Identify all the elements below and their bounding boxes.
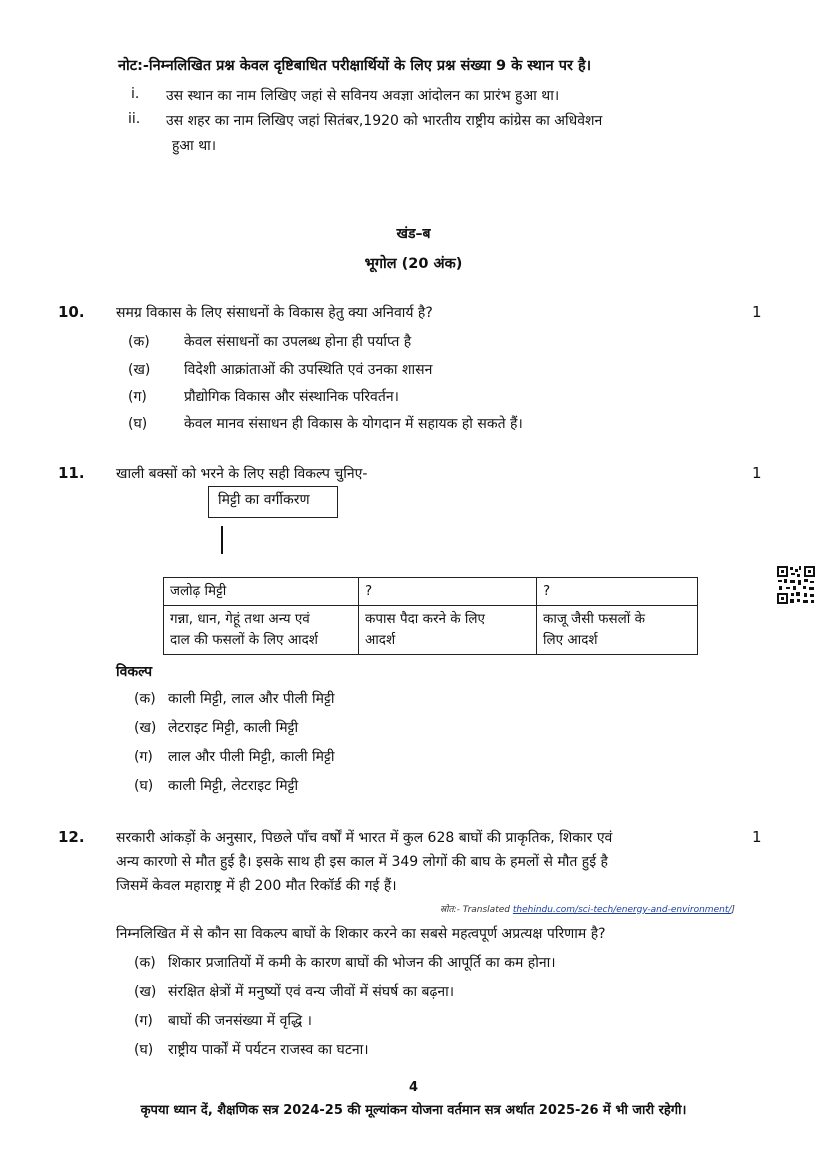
soil-classification-box bbox=[208, 486, 338, 518]
question-number: 11. bbox=[58, 464, 85, 482]
table-cell-line: आदर्श bbox=[365, 632, 396, 648]
question-text: समग्र विकास के लिए संसाधनों के विकास हेतु क्या अनिवार्य है? bbox=[116, 305, 433, 321]
table-cell-line: कपास पैदा करने के लिए bbox=[365, 611, 486, 627]
option-text: विदेशी आक्रांताओं की उपस्थिति एवं उनका शासन bbox=[184, 362, 433, 378]
passage-line: जिसमें केवल महाराष्ट्र में ही 200 मौत रिकॉर्ड की गई हैं। bbox=[116, 878, 397, 894]
note-item-label: ii. bbox=[128, 111, 141, 127]
table-row bbox=[164, 578, 698, 606]
page-number: 4 bbox=[408, 1080, 419, 1095]
table-cell bbox=[359, 606, 537, 655]
option-label: (क) bbox=[134, 955, 156, 971]
question-number: 12. bbox=[58, 828, 85, 846]
table-row bbox=[164, 606, 698, 655]
question-number: 10. bbox=[58, 303, 85, 321]
soil-classification-title: मिट्टी का वर्गीकरण bbox=[218, 492, 310, 508]
passage-line: अन्य कारणो से मौत हुई है। इसके साथ ही इस काल में 349 लोगों की बाघ के हमलों से मौत हुई है bbox=[116, 854, 608, 870]
option-label: (ख) bbox=[128, 362, 151, 378]
footer-note: कृपया ध्यान दें, शैक्षणिक सत्र 2024-25 की मूल्यांकन योजना वर्तमान सत्र अर्थात 2025-26 में भी जारी रहेगी। bbox=[140, 1103, 687, 1118]
soil-table bbox=[163, 577, 698, 655]
option-label: (ग) bbox=[134, 1013, 153, 1029]
option-label: (क) bbox=[134, 691, 156, 707]
options-heading: विकल्प bbox=[116, 664, 153, 680]
note-item-text: उस स्थान का नाम लिखिए जहां से सविनय अवज्ञा आंदोलन का प्रारंभ हुआ था। bbox=[166, 88, 560, 104]
table-cell: जलोढ़ मिट्टी bbox=[164, 578, 359, 606]
option-text: प्रौद्योगिक विकास और संस्थानिक परिवर्तन। bbox=[184, 389, 399, 405]
table-cell: ? bbox=[359, 578, 537, 606]
question-marks: 1 bbox=[752, 464, 762, 482]
option-text: लेटराइट मिट्टी, काली मिट्टी bbox=[168, 720, 299, 736]
table-cell-line: दाल की फसलों के लिए आदर्श bbox=[170, 632, 318, 648]
table-cell: ? bbox=[537, 578, 698, 606]
table-cell-line: गन्ना, धान, गेहूं तथा अन्य एवं bbox=[170, 611, 310, 627]
option-text: लाल और पीली मिट्टी, काली मिट्टी bbox=[168, 749, 335, 765]
option-text: काली मिट्टी, लेटराइट मिट्टी bbox=[168, 778, 299, 794]
table-cell bbox=[164, 606, 359, 655]
option-text: बाघों की जनसंख्या में वृद्धि । bbox=[168, 1013, 312, 1029]
question-marks: 1 bbox=[752, 303, 762, 321]
question-text: खाली बक्सों को भरने के लिए सही विकल्प चुनिए- bbox=[116, 466, 368, 482]
table-cell-line: लिए आदर्श bbox=[543, 632, 598, 648]
option-label: (घ) bbox=[134, 1042, 154, 1058]
note-item-text-cont: हुआ था। bbox=[172, 138, 217, 154]
option-label: (ग) bbox=[134, 749, 153, 765]
option-label: (घ) bbox=[134, 778, 154, 794]
section-subtitle: भूगोल (20 अंक) bbox=[364, 256, 463, 272]
option-label: (ख) bbox=[134, 984, 157, 1000]
note-item-text: उस शहर का नाम लिखिए जहां सितंबर,1920 को भारतीय राष्ट्रीय कांग्रेस का अधिवेशन bbox=[166, 113, 603, 129]
option-label: (घ) bbox=[128, 416, 148, 432]
section-title: खंड–ब bbox=[396, 226, 431, 242]
note-item-label: i. bbox=[131, 86, 140, 102]
source-link[interactable]: thehindu.com/sci-tech/energy-and-environment/ bbox=[512, 905, 732, 915]
question-text: निम्नलिखित में से कौन सा विकल्प बाघों के शिकार करने का सबसे महत्वपूर्ण अप्रत्यक्ष परिणाम है? bbox=[116, 926, 606, 942]
note-heading: नोट:-निम्नलिखित प्रश्न केवल दृष्टिबाधित परीक्षार्थियों के लिए प्रश्न संख्या 9 के स्थान पर है। bbox=[118, 58, 592, 74]
question-marks: 1 bbox=[752, 828, 762, 846]
option-text: संरक्षित क्षेत्रों में मनुष्यों एवं वन्य जीवों में संघर्ष का बढ़ना। bbox=[168, 984, 455, 1000]
option-text: काली मिट्टी, लाल और पीली मिट्टी bbox=[168, 691, 335, 707]
option-text: केवल संसाधनों का उपलब्ध होना ही पर्याप्त है bbox=[184, 334, 412, 350]
option-text: केवल मानव संसाधन ही विकास के योगदान में सहायक हो सकते हैं। bbox=[184, 416, 523, 432]
source-suffix: ] bbox=[731, 905, 735, 915]
option-text: शिकार प्रजातियों में कमी के कारण बाघों की भोजन की आपूर्ति का कम होना। bbox=[168, 955, 556, 971]
source-prefix: स्रोत:- Translated bbox=[440, 905, 510, 915]
passage-line: सरकारी आंकड़ों के अनुसार, पिछले पाँच वर्षों में भारत में कुल 628 बाघों की प्राकृतिक, शिकार एवं bbox=[116, 830, 613, 846]
table-cell-line: काजू जैसी फसलों के bbox=[543, 611, 645, 627]
table-cell bbox=[537, 606, 698, 655]
option-label: (क) bbox=[128, 334, 150, 350]
qr-code-icon bbox=[776, 565, 816, 605]
option-label: (ख) bbox=[134, 720, 157, 736]
option-text: राष्ट्रीय पार्कों में पर्यटन राजस्व का घटना। bbox=[168, 1042, 369, 1058]
connector-line bbox=[221, 526, 223, 554]
source-credit bbox=[440, 902, 735, 915]
option-label: (ग) bbox=[128, 389, 147, 405]
